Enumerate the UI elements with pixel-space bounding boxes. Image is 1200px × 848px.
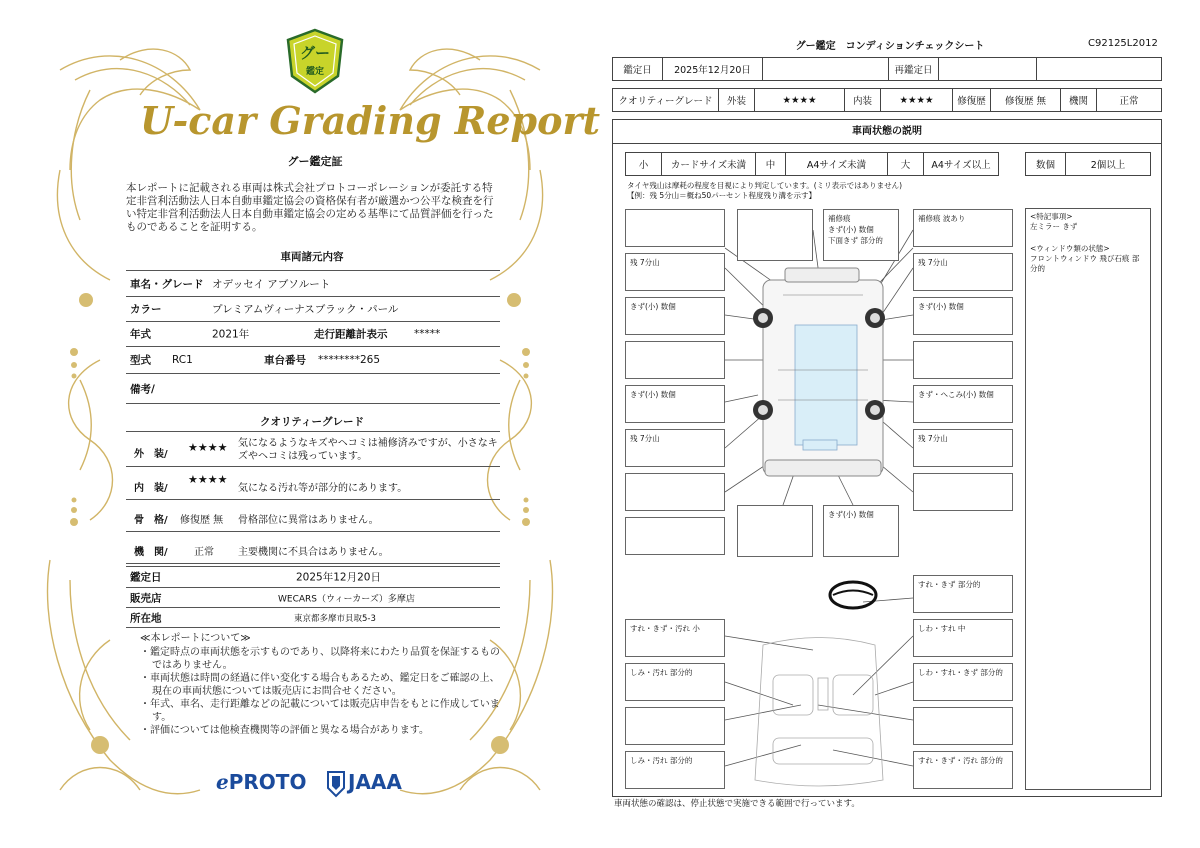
quality-table [126,431,500,564]
sheet-title: グー鑑定 コンディションチェックシート [795,41,985,52]
quality-row-engine [126,532,500,564]
redate-label: 再鑑定日 [889,58,939,80]
quality-engine-label: 機 関/ [134,547,168,558]
spec-model-value: RC1 [172,354,193,366]
box-l-tyre-rear: 残 7分山 [625,429,725,467]
redate-value [939,58,1037,80]
quality-exterior-stars: ★★★★ [188,441,228,454]
info-shop-label: 販売店 [130,592,162,604]
box-steering: すれ・きず 部分的 [913,575,1013,613]
special-notes-box [1025,208,1151,790]
notes-item: ・鑑定時点の車両状態を示すものであり、以降将来にわたり品質を保証するものではありません。 [140,647,500,671]
box-r-tyre-rear: 残 7分山 [913,429,1013,467]
int-label: 内装 [845,89,881,111]
proto-logo: ℯPROTO [216,770,307,794]
report-notes [140,632,500,737]
repair-value: 修復歴 無 [991,89,1061,111]
spec-year-value: 2021年 [212,328,250,341]
box-l-tyre-front: 残 7分山 [625,253,725,291]
box-r-rear-door: きず・へこみ(小) 数個 [913,385,1013,423]
box-l-front: きず(小) 数個 [625,297,725,335]
quality-frame-value: 修復歴 無 [180,515,224,526]
tyre-example: 【例：残 5分山＝概ね50パーセント程度残り溝を示す】 [627,191,817,200]
repair-label: 修復歴 [953,89,991,111]
spec-row-remarks [126,374,500,404]
spec-name-label: 車名・グレード [130,278,204,290]
box-l-top [625,209,725,247]
box-top-mid: 補修痕 きず(小) 数個 下面きず 部分的 [823,209,899,261]
legend-count-value: 2個以上 [1090,160,1126,171]
box-top-center-left [737,209,813,261]
box-top-right: 補修痕 波あり [913,209,1013,247]
date-row [612,57,1162,81]
box-rear-bottom: きず(小) 数個 [823,505,899,557]
quality-interior-label: 内 装/ [134,483,168,494]
date-label: 鑑定日 [613,58,663,80]
quality-exterior-desc: 気になるようなキズやヘコミは補修済みですが、小さなキズやヘコミは残っています。 [238,438,498,462]
quality-frame-desc: 骨格部位に異常はありません。 [238,515,379,526]
spec-year-label: 年式 [130,328,151,341]
ext-value: ★★★★ [755,89,845,111]
engine-value: 正常 [1119,96,1139,107]
spec-model-label: 型式 [130,354,151,367]
legend-large-value: A4サイズ以上 [931,160,991,171]
info-address-label: 所在地 [130,612,162,624]
date-value: 2025年12月20日 [663,58,763,80]
quality-row-exterior [126,431,500,467]
info-shop-value: WECARS（ウィーカーズ）多摩店 [278,594,415,604]
notes-item: ・年式、車名、走行距離などの記載については販売店申告をもとに作成しています。 [140,699,500,723]
quality-interior-desc: 気になる汚れ等が部分的にあります。 [238,483,408,494]
legend-small-label: 小 [626,153,662,175]
jaaa-logo: JAAA [348,770,402,794]
box-int-l2: しみ・汚れ 部分的 [625,663,725,701]
footer-logos [214,770,414,800]
info-date-label: 鑑定日 [130,571,162,584]
spec-row-model [126,347,500,374]
special-notes-value: 左ミラー きず [1030,222,1078,231]
box-l-bottom [625,517,725,555]
box-int-l1: すれ・きず・汚れ 小 [625,619,725,657]
info-table [126,566,500,628]
window-notes-value: フロントウィンドウ 飛び石痕 部分的 [1030,254,1140,273]
grade-row [612,88,1162,112]
spec-color-value: プレミアムヴィーナスブラック・パール [212,303,399,316]
report-title: U-car Grading Report [140,98,601,143]
int-value: ★★★★ [881,89,953,111]
box-int-r1: しわ・すれ 中 [913,619,1013,657]
info-row-date [126,566,500,588]
quality-interior-stars: ★★★★ [188,473,228,486]
legend-large-label: 大 [888,153,924,175]
svg-text:鑑定: 鑑定 [305,67,325,77]
special-notes-heading: <特記事項> [1030,212,1073,221]
tyre-note: タイヤ残山は摩耗の程度を目視により判定しています。(ミリ表示ではありません) [627,181,903,190]
box-l-rear-door: きず(小) 数個 [625,385,725,423]
quality-engine-value: 正常 [194,547,214,558]
box-r-rear [913,473,1013,511]
spec-name-value: オデッセイ アブソルート [212,278,331,290]
legend-mid-label: 中 [756,153,786,175]
quality-exterior-label: 外 装/ [134,449,168,460]
notes-heading: ≪本レポートについて≫ [140,633,251,644]
box-l-mid [625,341,725,379]
box-int-r3 [913,707,1013,745]
box-r-front: きず(小) 数個 [913,297,1013,335]
box-r-mid [913,341,1013,379]
certificate-body: 本レポートに記載される車両は株式会社プロトコーポレーションが委託する特定非営利活動法人日本自動車鑑定協会の資格保有者が厳選かつ公平な検査を行い特定非営利活動法人日本自動車鑑定協会の定める基準にて品質評価を行ったものであることを証明する。 [126,182,494,233]
notes-item: ・評価については他検査機関等の評価と異なる場合があります。 [140,725,429,736]
legend-small-value: カードサイズ未満 [662,153,756,175]
ext-label: 外装 [719,89,755,111]
steering-wheel-icon [830,582,876,608]
vehicle-condition-frame [612,119,1162,797]
quality-row-interior [126,467,500,500]
date-blank [763,58,889,80]
spec-mileage-label: 走行距離計表示 [314,328,388,341]
quality-title: クオリティーグレード [260,416,364,428]
specs-title: 車両諸元内容 [280,251,344,263]
specs-table [126,270,500,404]
spec-mileage-value: ***** [414,328,441,340]
spec-row-name [126,270,500,297]
box-int-r2: しわ・すれ・きず 部分的 [913,663,1013,701]
box-int-l3 [625,707,725,745]
spec-row-year [126,322,500,347]
quality-frame-label: 骨 格/ [134,515,168,526]
info-row-shop [126,588,500,608]
quality-engine-desc: 主要機関に不具合はありません。 [238,547,389,558]
info-row-address [126,608,500,628]
window-notes-heading: <ウィンドウ類の状態> [1030,244,1110,253]
sheet-code: C92125L2012 [1088,38,1158,49]
spec-chassis-label: 車台番号 [264,354,306,367]
spec-remarks-label: 備考/ [130,383,155,395]
spec-row-color [126,297,500,322]
engine-label: 機関 [1061,89,1097,111]
svg-text:グー: グー [299,44,331,62]
jaaa-emblem-icon [326,770,346,798]
certificate-title: グー鑑定証 [287,155,343,168]
sheet-footer-note: 車両状態の確認は、停止状態で実施できる範囲で行っています。 [614,799,860,809]
info-address-value: 東京都多摩市貝取5-3 [294,613,376,624]
grade-label: クオリティーグレード [613,89,719,111]
quality-row-frame [126,500,500,532]
box-l-rear [625,473,725,511]
box-r-tyre-front: 残 7分山 [913,253,1013,291]
box-int-r4: すれ・きず・汚れ 部分的 [913,751,1013,789]
spec-color-label: カラー [130,303,162,316]
goo-kantei-logo [284,28,346,94]
condition-title: 車両状態の説明 [613,120,1161,144]
spec-chassis-value: ********265 [318,354,381,366]
box-int-l4: しみ・汚れ 部分的 [625,751,725,789]
condition-check-sheet [600,0,1200,848]
redate-blank [1037,58,1161,80]
legend-mid-value: A4サイズ未満 [786,153,888,175]
info-date-value: 2025年12月20日 [296,571,381,584]
box-rear-left [737,505,813,557]
legend-count-label: 数個 [1026,153,1066,175]
notes-item: ・車両状態は時間の経過に伴い変化する場合もあるため、鑑定日をご確認の上、現在の車両状態については販売店にお問合せください。 [140,673,500,697]
